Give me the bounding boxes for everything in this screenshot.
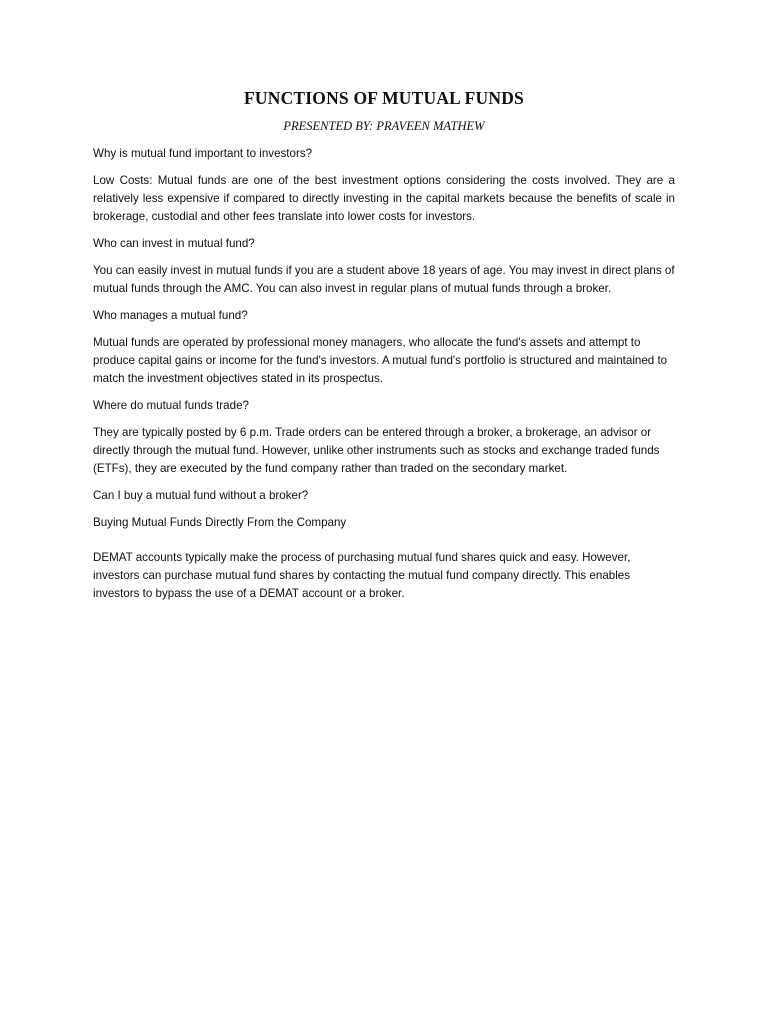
question-without-broker: Can I buy a mutual fund without a broker? — [93, 489, 309, 502]
question-where-trade: Where do mutual funds trade? — [93, 399, 249, 412]
question-who-manages: Who manages a mutual fund? — [93, 309, 248, 322]
document-body — [93, 88, 675, 612]
document-author: PRESENTED BY: PRAVEEN MATHEW — [283, 119, 485, 133]
answer-demat: DEMAT accounts typically make the process of purchasing mutual fund shares quick and easy. However, investors can purchase mutual fund shares by contacting the mutual fund company directly. This enables investors to bypass the use of a DEMAT account or a broker. — [93, 551, 631, 600]
subheading-buying-directly: Buying Mutual Funds Directly From the Company — [93, 516, 347, 529]
answer-who-can-invest: You can easily invest in mutual funds if you are a student above 18 years of age. You may invest in direct plans of mutual funds through the AMC. You can also invest in regular plans of mutual funds through a broker. — [93, 264, 675, 295]
question-who-can-invest: Who can invest in mutual fund? — [93, 237, 255, 250]
document-title: FUNCTIONS OF MUTUAL FUNDS — [244, 88, 524, 108]
answer-who-manages: Mutual funds are operated by professional money managers, who allocate the fund's assets and attempt to produce capital gains or income for the fund's investors. A mutual fund's portfolio is structured and maintained to match the investment objectives stated in its prospectus. — [93, 336, 668, 385]
question-why-important: Why is mutual fund important to investors? — [93, 147, 313, 160]
answer-low-costs: Low Costs: Mutual funds are one of the best investment options considering the costs involved. They are a relatively less expensive if compared to directly investing in the capital markets because the benefits of scale in brokerage, custodial and other fees translate into lower costs for investors. — [93, 174, 675, 223]
answer-where-trade: They are typically posted by 6 p.m. Trade orders can be entered through a broker, a brokerage, an advisor or directly through the mutual fund. However, unlike other instruments such as stocks and exchange traded funds (ETFs), they are executed by the fund company rather than traded on the secondary market. — [93, 426, 660, 475]
